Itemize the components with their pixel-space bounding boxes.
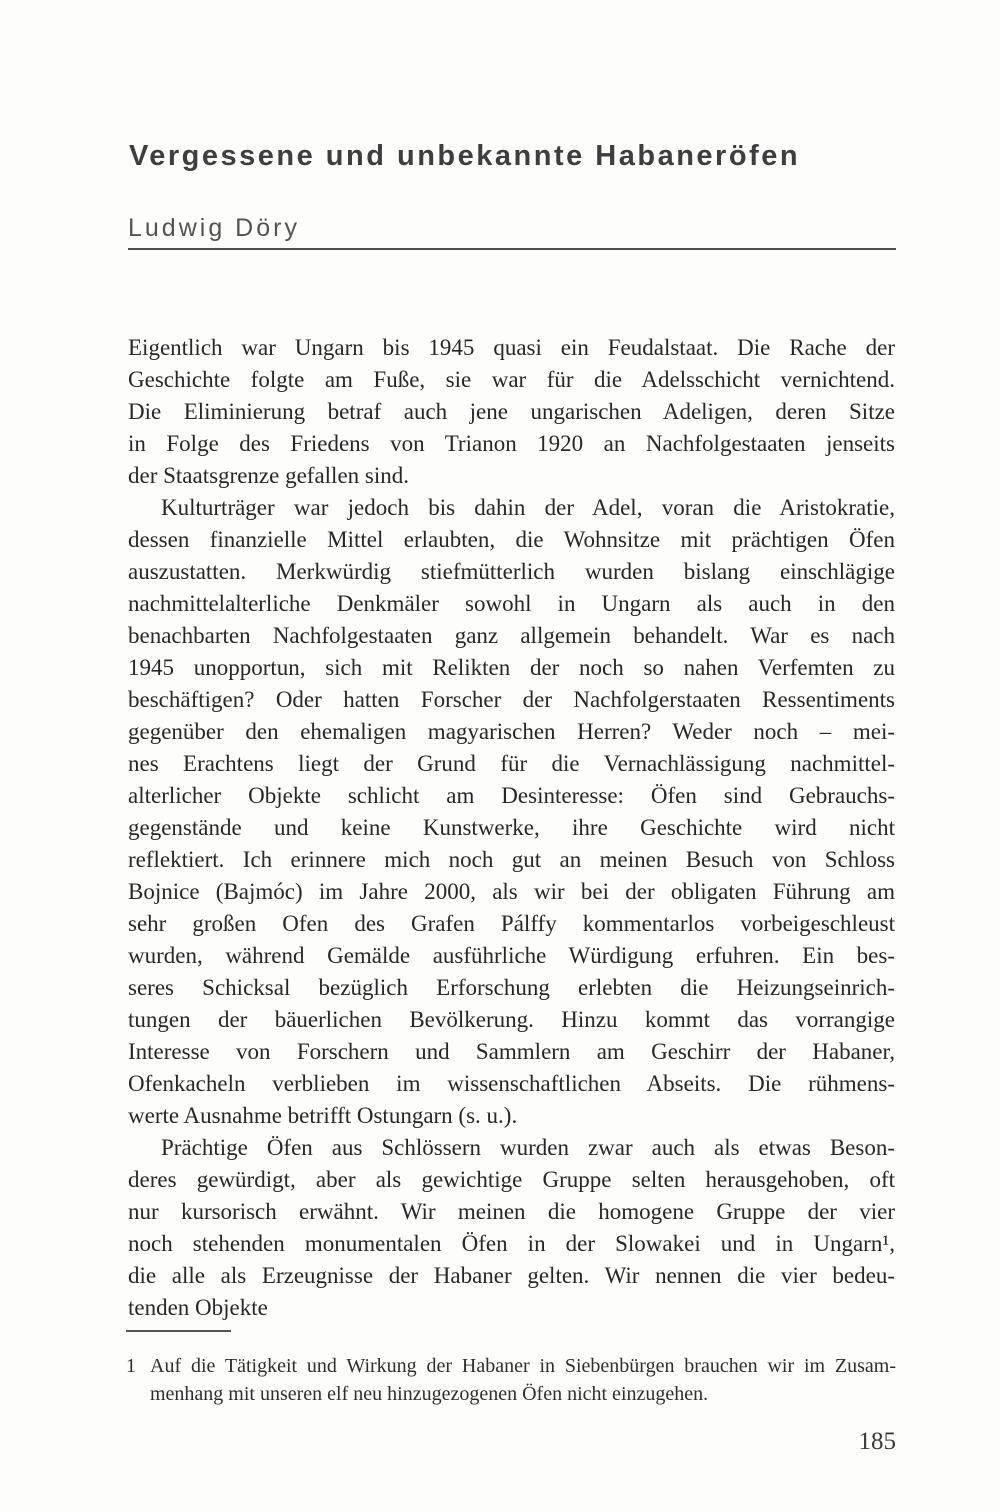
- footnote-text: [150, 1352, 896, 1408]
- text-line: gegenstände und keine Kunstwerke, ihre Geschichte wird nicht: [128, 815, 895, 840]
- text-line: Geschichte folgte am Fuße, sie war für die Adelsschicht vernichtend.: [128, 367, 895, 392]
- text-line: Auf die Tätigkeit und Wirkung der Habaner in Siebenbürgen brauchen wir im Zusam-: [150, 1355, 896, 1377]
- text-line: nur kursorisch erwähnt. Wir meinen die homogene Gruppe der vier: [128, 1199, 895, 1224]
- text-line: dessen finanzielle Mittel erlaubten, die Wohnsitze mit prächtigen Öfen: [128, 527, 895, 552]
- text-line: werte Ausnahme betrifft Ostungarn (s. u.).: [128, 1103, 518, 1128]
- text-line: deres gewürdigt, aber als gewichtige Gruppe selten herausgehoben, oft: [128, 1167, 895, 1192]
- paragraph: [128, 492, 895, 1132]
- text-line: in Folge des Friedens von Trianon 1920 an Nachfolgestaaten jenseits: [128, 431, 895, 456]
- text-line: noch stehenden monumentalen Öfen in der Slowakei und in Ungarn¹,: [128, 1231, 895, 1256]
- text-line: der Staatsgrenze gefallen sind.: [128, 463, 409, 488]
- text-line: Eigentlich war Ungarn bis 1945 quasi ein Feudalstaat. Die Rache der: [128, 335, 895, 360]
- paragraph: [128, 1132, 895, 1324]
- text-line: benachbarten Nachfolgestaaten ganz allgemein behandelt. War es nach: [128, 623, 895, 648]
- text-line: nes Erachtens liegt der Grund für die Vernachlässigung nachmittel-: [128, 751, 895, 776]
- text-line: beschäftigen? Oder hatten Forscher der Nachfolgerstaaten Ressentiments: [128, 687, 895, 712]
- text-line: Ofenkacheln verblieben im wissenschaftlichen Abseits. Die rühmens-: [128, 1071, 895, 1096]
- text-line: Prächtige Öfen aus Schlössern wurden zwar auch als etwas Beson-: [161, 1135, 895, 1160]
- text-line: menhang mit unseren elf neu hinzugezogenen Öfen nicht einzugehen.: [150, 1383, 709, 1405]
- author-name: Ludwig Döry: [128, 214, 300, 242]
- text-line: Die Eliminierung betraf auch jene ungarischen Adeligen, deren Sitze: [128, 399, 895, 424]
- text-line: Bojnice (Bajmóc) im Jahre 2000, als wir bei der obligaten Führung am: [128, 879, 895, 904]
- text-line: sehr großen Ofen des Grafen Pálffy kommentarlos vorbeigeschleust: [128, 911, 895, 936]
- text-line: wurden, während Gemälde ausführliche Würdigung erfuhren. Ein bes-: [128, 943, 895, 968]
- text-line: alterlicher Objekte schlicht am Desinteresse: Öfen sind Gebrauchs-: [128, 783, 895, 808]
- page-number: 185: [858, 1428, 896, 1455]
- paragraph: [128, 332, 895, 492]
- page-title: Vergessene und unbekannte Habaneröfen: [129, 140, 801, 172]
- text-line: seres Schicksal bezüglich Erforschung erlebten die Heizungseinrich-: [128, 975, 895, 1000]
- text-line: tenden Objekte: [128, 1295, 268, 1320]
- text-line: 1945 unopportun, sich mit Relikten der noch so nahen Verfemten zu: [128, 655, 895, 680]
- footnote: [126, 1352, 896, 1408]
- text-line: die alle als Erzeugnisse der Habaner gelten. Wir nennen die vier bedeu-: [128, 1263, 895, 1288]
- text-line: Kulturträger war jedoch bis dahin der Adel, voran die Aristokratie,: [161, 495, 895, 520]
- text-line: tungen der bäuerlichen Bevölkerung. Hinzu kommt das vorrangige: [128, 1007, 895, 1032]
- text-line: reflektiert. Ich erinnere mich noch gut an meinen Besuch von Schloss: [128, 847, 895, 872]
- text-line: auszustatten. Merkwürdig stiefmütterlich wurden bislang einschlägige: [128, 559, 895, 584]
- footnote-divider: [126, 1330, 231, 1332]
- text-line: Interesse von Forschern und Sammlern am Geschirr der Habaner,: [128, 1039, 895, 1064]
- body-text: [128, 332, 895, 1324]
- author-rule-divider: [128, 248, 896, 250]
- footnote-number: 1: [126, 1355, 136, 1377]
- text-line: nachmittelalterliche Denkmäler sowohl in Ungarn als auch in den: [128, 591, 895, 616]
- text-line: gegenüber den ehemaligen magyarischen Herren? Weder noch – mei-: [128, 719, 895, 744]
